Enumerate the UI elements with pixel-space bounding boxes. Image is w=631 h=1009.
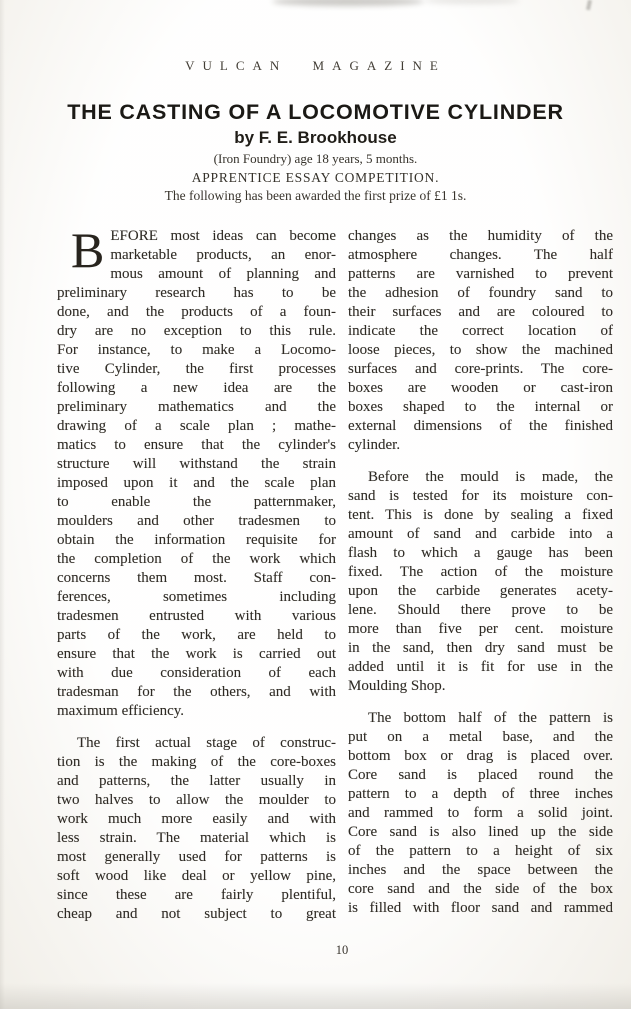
- text-line: tion is the making of the core-boxes: [57, 754, 336, 770]
- text-line: pattern to a depth of three inches: [348, 786, 613, 802]
- text-line: the adhesion of foundry sand to: [348, 285, 613, 301]
- text-line: tent. This is done by sealing a fixed: [348, 507, 613, 523]
- text-line: boxes shaped to the internal or: [348, 399, 613, 415]
- text-line: patterns are varnished to prevent: [348, 266, 613, 282]
- text-line: done, and the products of a foun-: [57, 304, 336, 320]
- text-line: tradesman for the others, and with: [57, 684, 336, 700]
- text-line: cheap and not subject to great: [57, 906, 336, 922]
- scan-smudge-top-secondary: [424, 0, 520, 4]
- text-line: maximum efficiency.: [57, 703, 185, 719]
- text-line: bottom box or drag is placed over.: [348, 748, 613, 764]
- text-line: preliminary mathematics and the: [57, 399, 336, 415]
- author-note: (Iron Foundry) age 18 years, 5 months.: [213, 151, 418, 166]
- text-line: their surfaces and are coloured to: [348, 304, 613, 320]
- magazine-title: VULCAN MAGAZINE: [185, 58, 446, 73]
- text-line: drawing of a scale plan ; mathe-: [57, 418, 336, 434]
- text-line: loose pieces, to show the machined: [348, 342, 613, 358]
- scan-mark-top-right: [586, 0, 592, 10]
- text-line: with due consideration of each: [57, 665, 336, 681]
- text-line: parts of the work, are held to: [57, 627, 336, 643]
- article-title: THE CASTING OF A LOCOMOTIVE CYLINDER: [67, 100, 564, 124]
- text-line: boxes are wooden or cast-iron: [348, 380, 613, 396]
- text-line: added until it is fit for use in the: [348, 659, 613, 675]
- text-line: matics to ensure that the cylinder's: [57, 437, 336, 453]
- text-line: in the sand, then dry sand must be: [348, 640, 613, 656]
- text-line: cylinder.: [348, 437, 401, 453]
- text-line: and rammed to form a solid joint.: [348, 805, 613, 821]
- text-line: of the pattern to a height of six: [348, 843, 613, 859]
- text-line: fixed. The action of the moisture: [348, 564, 613, 580]
- paragraph: [57, 734, 336, 924]
- text-line: surfaces and core-prints. The core-: [348, 361, 613, 377]
- text-line: ensure that the work is carried out: [57, 646, 336, 662]
- paragraph: [348, 709, 613, 918]
- article-body: [57, 222, 613, 924]
- text-line: put on a metal base, and the: [348, 729, 613, 745]
- award-note: The following has been awarded the first prize of £1 1s.: [164, 188, 467, 203]
- text-line: mous amount of planning and: [110, 266, 336, 282]
- text-line: tradesmen entrusted with various: [57, 608, 336, 624]
- text-line: dry are no exception to this rule.: [57, 323, 336, 339]
- text-line: tive Cylinder, the first processes: [57, 361, 336, 377]
- text-line: to enable the patternmaker,: [57, 494, 336, 510]
- text-line: structure will withstand the strain: [57, 456, 336, 472]
- paragraph: [57, 222, 336, 721]
- competition-heading: APPRENTICE ESSAY COMPETITION.: [191, 170, 440, 185]
- text-line: most generally used for patterns is: [57, 849, 336, 865]
- text-line: The first actual stage of construc-: [77, 735, 336, 751]
- text-line: since these are fairly plentiful,: [57, 887, 336, 903]
- text-line: Moulding Shop.: [348, 678, 446, 694]
- text-line: is filled with floor sand and rammed: [348, 900, 613, 916]
- scan-shade-bottom-edge: [0, 983, 631, 1009]
- text-line: preliminary research has to be: [57, 285, 336, 301]
- text-line: sand is tested for its moisture con-: [348, 488, 613, 504]
- text-line: more than five per cent. moisture: [348, 621, 613, 637]
- text-line: inches and the space between the: [348, 862, 613, 878]
- text-line: Before the mould is made, the: [368, 469, 613, 485]
- scan-smudge-top: [272, 0, 424, 6]
- text-line: obtain the information requisite for: [57, 532, 336, 548]
- page-number: 10: [335, 943, 349, 957]
- text-line: work much more easily and with: [57, 811, 336, 827]
- text-line: and patterns, the latter usually in: [57, 773, 336, 789]
- text-line: concerns them most. Staff con-: [57, 570, 336, 586]
- text-line: imposed upon it and the scale plan: [57, 475, 336, 491]
- column-left: [57, 222, 336, 924]
- text-line: changes as the humidity of the: [348, 228, 613, 244]
- text-line: less strain. The material which is: [57, 830, 336, 846]
- text-line: following a new idea are the: [57, 380, 336, 396]
- text-line: Core sand is also lined up the side: [348, 824, 613, 840]
- text-line: amount of sand and carbide into a: [348, 526, 613, 542]
- text-line: lene. Should there prove to be: [348, 602, 613, 618]
- text-line: The bottom half of the pattern is: [368, 710, 613, 726]
- text-line: moulders and other tradesmen to: [57, 513, 336, 529]
- text-line: flash to which a gauge has been: [348, 545, 613, 561]
- text-line: external dimensions of the finished: [348, 418, 613, 434]
- text-line: the completion of the work which: [57, 551, 336, 567]
- drop-cap: B: [71, 222, 105, 278]
- byline: by F. E. Brookhouse: [234, 128, 397, 147]
- text-line: atmosphere changes. The half: [348, 247, 613, 263]
- paragraph: [348, 227, 613, 455]
- text-line: marketable products, an enor-: [110, 247, 336, 263]
- text-line: core sand and the side of the box: [348, 881, 613, 897]
- text-line: soft wood like deal or yellow pine,: [57, 868, 336, 884]
- text-line: upon the carbide generates acety-: [348, 583, 613, 599]
- text-line: two halves to allow the moulder to: [57, 792, 336, 808]
- text-line: For instance, to make a Locomo-: [57, 342, 336, 358]
- column-right: [348, 227, 613, 924]
- text-line: EFORE most ideas can become: [110, 228, 336, 244]
- text-line: Core sand is placed round the: [348, 767, 613, 783]
- paragraph: [348, 468, 613, 696]
- text-line: ferences, sometimes including: [57, 589, 336, 605]
- text-line: indicate the correct location of: [348, 323, 613, 339]
